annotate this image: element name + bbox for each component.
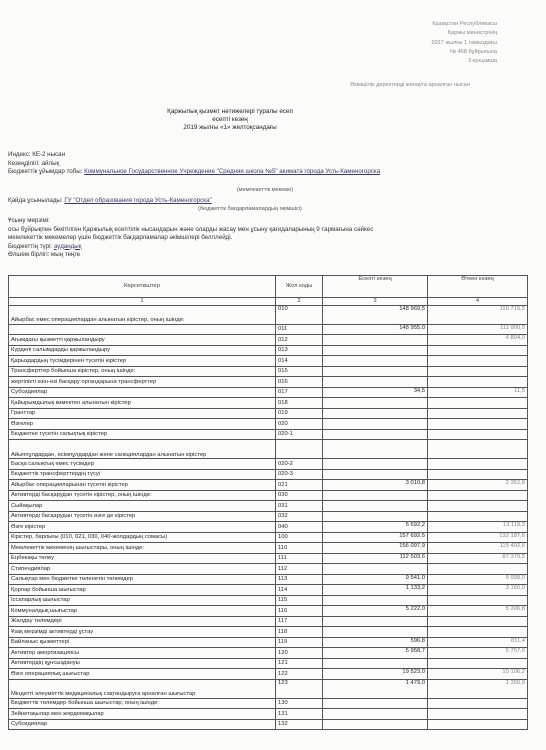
row-code: 119 [276,637,323,648]
row-code: 020 [276,419,323,430]
column-number-row [9,298,528,306]
row-label: Мемлекеттік мекеменің шығыстары, оның ішінде: [9,543,276,554]
row-label [9,324,276,335]
row-current-value [323,627,428,638]
table-row [9,429,528,440]
row-code: 115 [276,595,323,606]
table-row [9,648,528,659]
table-row [9,377,528,388]
submitter-name: Коммунальное Государственное Учреждение "Средняя школа №5" акимата города Усть-Каменогорска [84,168,381,175]
row-code: 012 [276,335,323,346]
row-current-value: 5 222,0 [323,606,428,617]
submission-block [8,217,538,260]
table-row [9,574,528,585]
row-previous-value [428,377,528,388]
row-code: 011 [276,324,323,335]
row-previous-value [428,564,528,575]
row-previous-value [428,658,528,669]
table-row [9,356,528,367]
row-code: 014 [276,356,323,367]
row-previous-value [428,698,528,709]
row-label: Активтер амортизациясы [9,648,276,659]
row-current-value [323,501,428,512]
row-label: Қорлар бойынша шығыстар [9,585,276,596]
row-code: 114 [276,585,323,596]
table-row [9,501,528,512]
row-current-value: 5 958,7 [323,648,428,659]
row-label: Активтерді басқарудан түсетін кірістер, оның ішінде: [9,490,276,501]
row-previous-value [428,490,528,501]
row-current-value: 3 010,8 [323,480,428,491]
table-row [9,459,528,470]
org-note: (мемлекеттік мекеме) [236,187,294,193]
row-label: Жалдау төлемдері [9,616,276,627]
submission-line: осы бұйрықпен бекітілген Қаржылық есептілік нысандарын және оларды жасау мен ұсыну қағидаларының 9 тармағына сәйкес [8,225,374,233]
table-row [9,606,528,617]
row-code: 020-2 [276,459,323,470]
header-indicators: Көрсеткіштер [9,276,276,298]
row-code: 132 [276,719,323,730]
meta-block [8,151,528,177]
row-previous-value: 2 352,8 [428,480,528,491]
row-current-value [323,356,428,367]
table-row [9,440,528,459]
row-previous-value [428,709,528,720]
recipient-name: ГУ "Отдел образования города Усть-Каменогорска" [64,197,212,204]
row-current-value: 34,5 [323,387,428,398]
row-label: Ағымдағы қызметті қаржыландыру [9,335,276,346]
table-row [9,564,528,575]
table-row [9,658,528,669]
row-current-value [323,709,428,720]
col-number: 3 [323,298,428,306]
row-previous-value: 87 379,5 [428,553,528,564]
stamp-line: 2-қосымша [468,58,497,65]
row-code: 110 [276,543,323,554]
row-label: Күрделі салымдарды қаржыландыру [9,345,276,356]
row-previous-value: 10 106,2 [428,669,528,680]
row-current-value [323,595,428,606]
row-previous-value: 116 715,5 [428,305,528,324]
row-current-value [323,658,428,669]
row-code: 021 [276,480,323,491]
row-previous-value [428,616,528,627]
row-label: Айырбас емес операциялардан алынатын кірістер, оның ішінде: [9,305,276,324]
unit-line: Өлшем бірлігі: мың теңге [8,251,81,258]
recipient-line [8,197,212,206]
row-code [276,440,323,459]
stamp-line: Қазақстан Республикасы [432,21,497,27]
row-current-value [323,335,428,346]
row-previous-value [428,366,528,377]
row-previous-value [428,469,528,480]
row-previous-value [428,345,528,356]
table-row [9,543,528,554]
title-line: Қаржылық қызмет нәтижелері туралы есеп [167,108,293,115]
row-current-value [323,377,428,388]
row-previous-value [428,356,528,367]
row-code: 112 [276,564,323,575]
recipient-label: Қайда ұсынылады: [8,197,63,204]
row-code: 123 [276,679,323,698]
table-row [9,616,528,627]
row-label: Трансферттер бойынша кірістер, оның ішінде: [9,366,276,377]
title-line: есепті кезең [212,116,248,123]
row-previous-value [428,459,528,470]
row-previous-value: 4 804,0 [428,335,528,346]
row-current-value [323,459,428,470]
row-previous-value [428,595,528,606]
table-row [9,719,528,730]
submitter-label: Бюджеттік ұйымдар тобы: [8,168,83,175]
table-row [9,709,528,720]
table-row [9,419,528,430]
table-row [9,305,528,324]
row-previous-value: 5 757,6 [428,648,528,659]
submission-heading: Ұсыну мерзімі: [8,217,50,224]
table-row [9,408,528,419]
row-current-value: 112 503,6 [323,553,428,564]
row-code: 031 [276,501,323,512]
row-current-value: 5 692,2 [323,522,428,533]
row-code: 018 [276,398,323,409]
row-label: Өзгелер [9,419,276,430]
row-label: Кірістер, барлығы (010, 021, 030, 040-жолдардың сомасы) [9,532,276,543]
row-label: жергілікті өзін-өзі басқару органдарына трансферттер [9,377,276,388]
table-row [9,335,528,346]
table-row [9,637,528,648]
row-label: Субсидиялар [9,387,276,398]
row-code: 116 [276,606,323,617]
row-current-value [323,511,428,522]
row-code: 015 [276,366,323,377]
col-number: 4 [428,298,528,306]
row-previous-value [428,398,528,409]
row-code: 032 [276,511,323,522]
table-row [9,627,528,638]
row-current-value: 1 133,2 [323,585,428,596]
row-current-value [323,698,428,709]
title-line: 2019 жылғы «1» желтоқсандағы [183,124,277,131]
table-row [9,480,528,491]
row-current-value [323,408,428,419]
row-label: Стипендиялар [9,564,276,575]
table-row [9,595,528,606]
row-label: Субсидиялар [9,719,276,730]
row-current-value: 148 955,0 [323,324,428,335]
row-previous-value [428,627,528,638]
table-row [9,490,528,501]
table-row [9,522,528,533]
row-current-value: 1 479,0 [323,679,428,698]
doc-purpose: Әкімшілік деректерді жинауға арналған нысан [350,82,470,88]
row-code: 020-3 [276,469,323,480]
row-label: Бюджетке түсетін салықтық кірістер [9,429,276,440]
row-label: Бюджеттік трансферттердің түсуі [9,469,276,480]
table-row [9,324,528,335]
row-previous-value [428,408,528,419]
report-table [8,275,528,730]
row-code: 111 [276,553,323,564]
row-code: 117 [276,616,323,627]
submission-line: мемлекеттік мекемелер үшін бюджеттік бағдарламалар әкімшілері белгілейді. [8,234,233,241]
row-label: Зейнетақылар мен жәрдемақылар [9,709,276,720]
table-row [9,398,528,409]
row-code: 013 [276,345,323,356]
row-code: 010 [276,305,323,324]
row-label: Активтерді басқарудан түсетін өзге де кірістер [9,511,276,522]
row-previous-value: 5 206,8 [428,606,528,617]
row-code: 122 [276,669,323,680]
header-current: Есепті кезең [323,276,428,298]
row-previous-value: 132 187,6 [428,532,528,543]
table-header-row [9,276,528,298]
row-code: 130 [276,698,323,709]
form-index: Индекс: КЕ-2 нысан [8,151,65,158]
row-code: 118 [276,627,323,638]
row-current-value [323,564,428,575]
row-previous-value: 13 119,3 [428,522,528,533]
row-code: 017 [276,387,323,398]
row-current-value [323,345,428,356]
row-current-value: 156 097,9 [323,543,428,554]
row-label: Айыппұлдардан, өсімпұлдардан және санкциялардан алынатын кірістер [9,440,276,459]
corner-stamp [431,20,497,66]
stamp-line: № 468 бұйрығына [450,48,497,55]
stamp-line: 2017 жылғы 1 тамыздағы [431,39,497,46]
col-number: 2 [276,298,323,306]
row-current-value [323,616,428,627]
row-code: 016 [276,377,323,388]
stamp-line: Қаржы министрінің [447,30,497,37]
budget-type-line [8,243,538,252]
row-code: 120 [276,648,323,659]
table-row [9,469,528,480]
row-current-value: 9 541,0 [323,574,428,585]
row-previous-value: 111 900,0 [428,324,528,335]
row-label: Байланыс қызметтері [9,637,276,648]
row-label: Міндетті әлеуметтік медициналық сақтандыруға арналған шығыстар [9,679,276,698]
row-current-value [323,419,428,430]
form-period: Кезеңділігі: айлық [8,159,60,167]
table-row [9,366,528,377]
row-label: Қарыздардың түсімдерінен түсетін кірістер [9,356,276,367]
table-row [9,511,528,522]
report-title [80,108,380,132]
header-previous: Өткен кезең [428,276,528,298]
row-previous-value: 1 356,9 [428,679,528,698]
row-label: Бюджеттік төлемдер бойынша шығыстар, оның ішінде: [9,698,276,709]
row-current-value [323,366,428,377]
row-label: Сыйақылар [9,501,276,512]
row-current-value [323,398,428,409]
row-label: Өзге кірістер [9,522,276,533]
row-previous-value [428,440,528,459]
row-code: 019 [276,408,323,419]
row-current-value [323,490,428,501]
row-code: 121 [276,658,323,669]
row-previous-value [428,719,528,730]
row-previous-value: 115 492,6 [428,543,528,554]
recipient-note: (бюджеттік бағдарламалардың әкімшісі) [198,206,302,212]
row-code: 020-1 [276,429,323,440]
budget-type-label: Бюджеттің түрі: [8,242,53,250]
table-row [9,387,528,398]
row-previous-value: 11,5 [428,387,528,398]
row-label: Еңбекақы төлеу [9,553,276,564]
row-label: Айырбас операцияларынан түсетін кірістер [9,480,276,491]
row-label: Қайырымдылық көмектен алынатын кірістер [9,398,276,409]
row-previous-value [428,429,528,440]
row-current-value [323,469,428,480]
header-code: Жол коды [276,276,323,298]
table-row [9,698,528,709]
row-current-value: 19 523,0 [323,669,428,680]
row-code: 030 [276,490,323,501]
row-current-value: 148 969,5 [323,305,428,324]
table-row [9,532,528,543]
row-current-value: 157 692,5 [323,532,428,543]
row-label: Өзге операциялық шығыстар [9,669,276,680]
row-label: Гранттар [9,408,276,419]
row-current-value: 596,8 [323,637,428,648]
row-label: Салықтар мен бюджетке төленетін төлемдер [9,574,276,585]
col-number: 1 [9,298,276,306]
row-code: 131 [276,709,323,720]
table-row [9,553,528,564]
table-row [9,585,528,596]
budget-type-value: аудандық [53,242,82,250]
row-previous-value [428,511,528,522]
row-label: Басқа салықтық емес түсімдер [9,459,276,470]
row-current-value [323,440,428,459]
row-previous-value [428,419,528,430]
table-row [9,345,528,356]
submitter-line [8,168,528,177]
row-code: 100 [276,532,323,543]
row-code: 113 [276,574,323,585]
row-previous-value: 811,4 [428,637,528,648]
row-label: Активтердің құнсыздануы [9,658,276,669]
row-previous-value: 3 166,0 [428,585,528,596]
row-label: Коммуналдық шығыстар [9,606,276,617]
table-row [9,679,528,698]
table-row [9,669,528,680]
row-label: Іссапарлық шығыстар [9,595,276,606]
row-label: Ұзақ мерзімді активтерді ұстау [9,627,276,638]
row-code: 040 [276,522,323,533]
row-current-value [323,429,428,440]
row-previous-value: 6 998,0 [428,574,528,585]
row-current-value [323,719,428,730]
row-previous-value [428,501,528,512]
